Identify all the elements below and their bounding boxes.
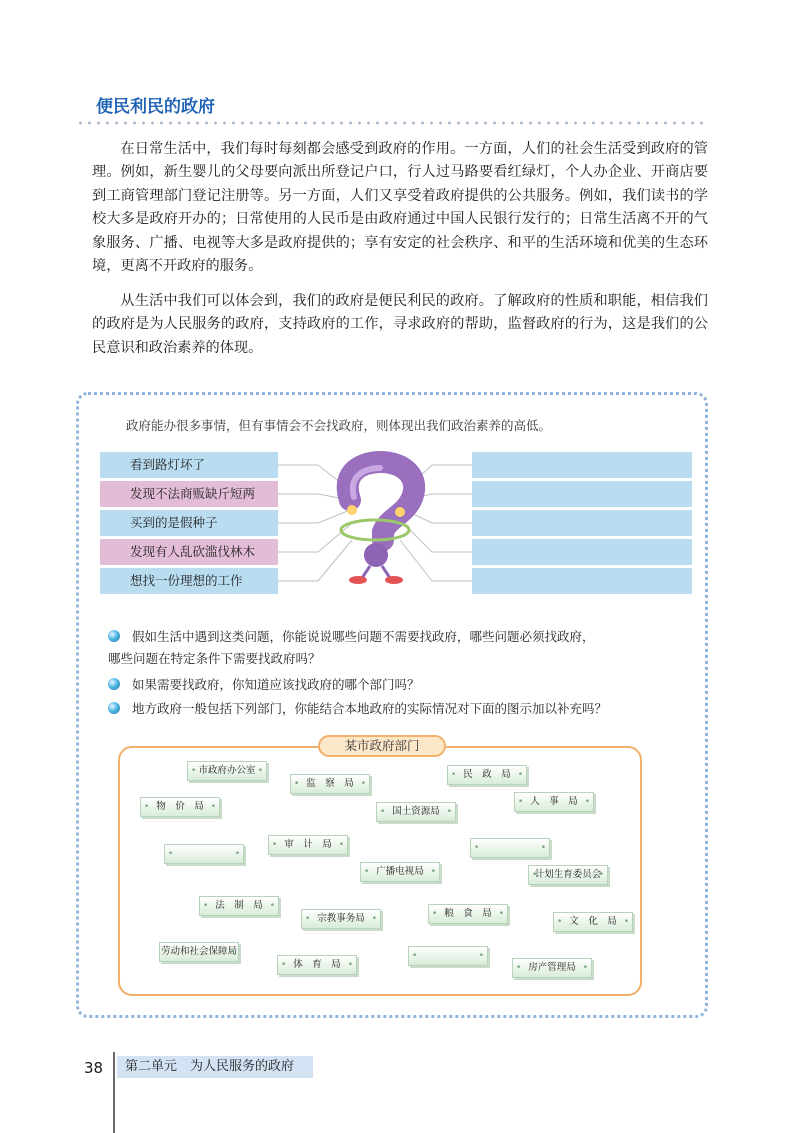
- department-box: • 市政府办公室 •: [187, 761, 267, 781]
- case-item: 发现有人乱砍滥伐林木: [100, 539, 278, 565]
- case-item: 看到路灯坏了: [100, 452, 278, 478]
- department-blank: [470, 838, 550, 858]
- department-box: • 宗教事务局 •: [301, 909, 381, 929]
- bullet-icon: [108, 630, 120, 642]
- department-box: • 监 察 局 •: [290, 774, 370, 794]
- unit-label: 第二单元 为人民服务的政府: [117, 1056, 313, 1078]
- question-2: 如果需要找政府，你知道应该找政府的哪个部门吗？: [108, 674, 698, 696]
- department-box: • 民 政 局 •: [447, 765, 527, 785]
- question-1: 假如生活中遇到这类问题，你能说说哪些问题不需要找政府，哪些问题必须找政府，: [108, 626, 698, 648]
- department-box: • 人 事 局 •: [514, 792, 594, 812]
- department-box: • 房产管理局 •: [512, 958, 592, 978]
- department-panel-title: 某市政府部门: [318, 735, 446, 757]
- question-3: 地方政府一般包括下列部门，你能结合本地政府的实际情况对下面的图示加以补充吗？: [108, 698, 698, 720]
- connector-line: [405, 525, 472, 552]
- case-item: 买到的是假种子: [100, 510, 278, 536]
- section-title: 便民利民的政府: [96, 97, 215, 117]
- department-box: • 劳动和社会保障局 •: [159, 942, 239, 962]
- bullet-icon: [108, 702, 120, 714]
- activity-intro: 政府能办很多事情，但有事情会不会找政府，则体现出我们政治素养的高低。: [126, 418, 552, 433]
- paragraph-2: 从生活中我们可以体会到，我们的政府是便民利民的政府。了解政府的性质和职能，相信我们的政府是为人民服务的政府，支持政府的工作，寻求政府的帮助，监督政府的行为，这是我们的公民意识和政治素养的体现。: [92, 293, 708, 356]
- department-box: • 粮 食 局 •: [428, 904, 508, 924]
- connector-line: [278, 525, 350, 552]
- connector-line: [278, 540, 352, 581]
- department-box: • 审 计 局 •: [268, 835, 348, 855]
- department-box: • 体 育 局 •: [277, 955, 357, 975]
- page-number: 38: [84, 1059, 104, 1077]
- question-mark-dot: [364, 543, 388, 567]
- bullet-icon: [108, 678, 120, 690]
- department-box: • 物 价 局 •: [140, 797, 220, 817]
- case-item: 发现不法商贩缺斤短两: [100, 481, 278, 507]
- footer-divider: [113, 1052, 115, 1133]
- department-box: • 广播电视局 •: [360, 862, 440, 882]
- paragraph-1: 在日常生活中，我们每时每刻都会感受到政府的作用。一方面，人们的社会生活受到政府的管理。例如，新生婴儿的父母要向派出所登记户口，行人过马路要看红绿灯，个人办企业、开商店要到工商管理部门登记注册等。另一方面，人们又享受着政府提供的公共服务。例如，我们读书的学校大多是政府开办的；日常使用的人民币是由政府通过中国人民银行发行的；日常生活离不开的气象服务、广播、电视等大多是政府提供的；享有安定的社会秩序、和平的生活环境和优美的生态环境，更离不开政府的服务。: [92, 141, 708, 275]
- department-box: • 法 制 局 •: [199, 896, 279, 916]
- department-box: • 计划生育委员会 •: [528, 865, 608, 885]
- department-blank: [408, 946, 488, 966]
- department-blank: [164, 844, 244, 864]
- department-box: • 国土资源局 •: [376, 802, 456, 822]
- question-1-continued: 哪些问题在特定条件下需要找政府吗？: [108, 651, 321, 666]
- connector-line: [278, 510, 350, 523]
- case-item: 想找一份理想的工作: [100, 568, 278, 594]
- connector-line: [400, 540, 472, 581]
- department-box: • 文 化 局 •: [553, 912, 633, 932]
